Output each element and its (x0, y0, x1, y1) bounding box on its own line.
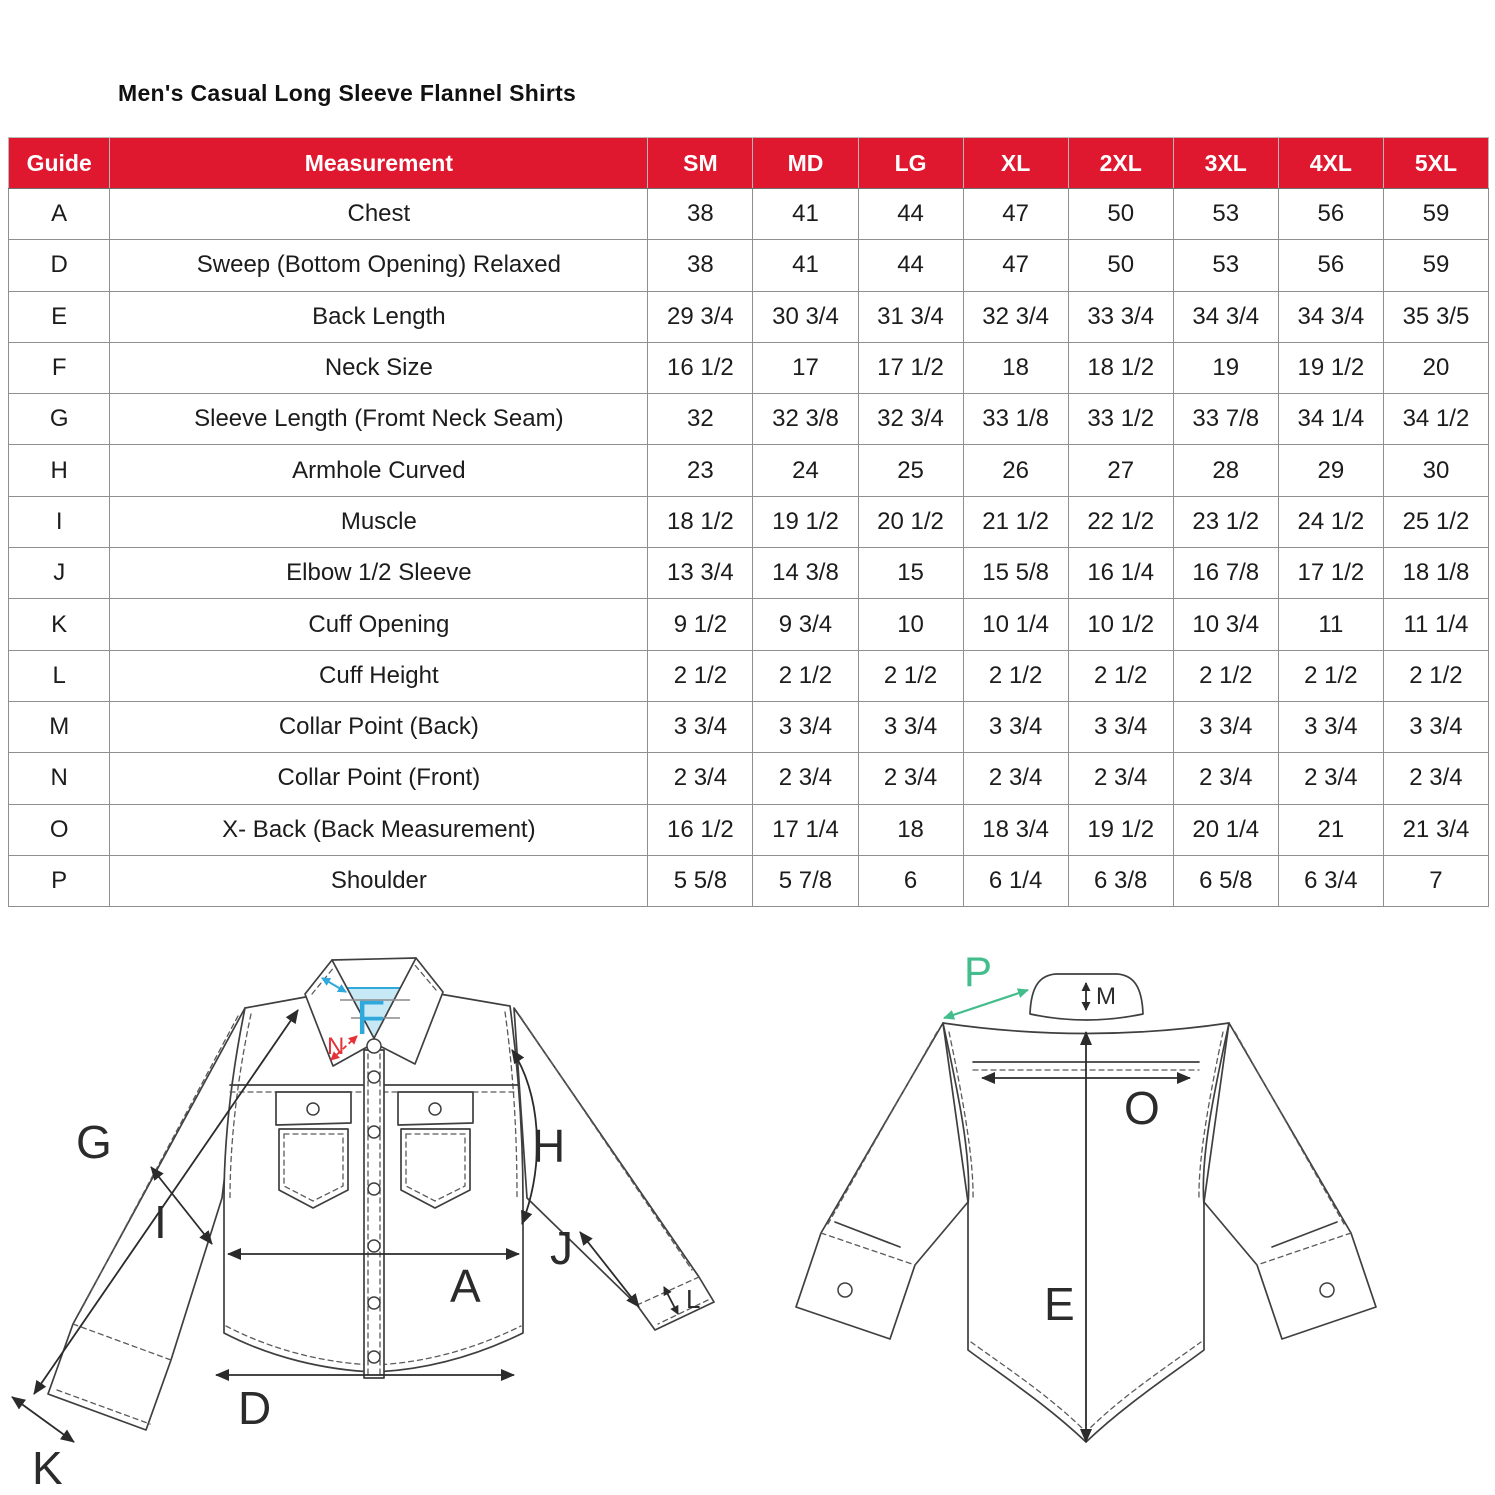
value-cell: 3 3/4 (648, 701, 753, 752)
table-row (9, 445, 1489, 496)
value-cell: 21 3/4 (1383, 804, 1488, 855)
measurement-cell: Shoulder (110, 855, 648, 906)
value-cell: 3 3/4 (1383, 701, 1488, 752)
left-pocket-button (307, 1103, 319, 1115)
value-cell: 18 (858, 804, 963, 855)
value-cell: 2 3/4 (858, 753, 963, 804)
measurement-cell: Muscle (110, 496, 648, 547)
label-e: E (1044, 1278, 1075, 1330)
value-cell: 32 (648, 394, 753, 445)
value-cell: 16 1/4 (1068, 548, 1173, 599)
value-cell: 38 (648, 240, 753, 291)
value-cell: 18 1/2 (1068, 342, 1173, 393)
value-cell: 11 (1278, 599, 1383, 650)
value-cell: 17 1/2 (858, 342, 963, 393)
label-g: G (76, 1116, 112, 1168)
value-cell: 20 1/2 (858, 496, 963, 547)
label-n: N (327, 1033, 345, 1060)
value-cell: 6 3/4 (1278, 855, 1383, 906)
measurement-cell: Elbow 1/2 Sleeve (110, 548, 648, 599)
value-cell: 59 (1383, 189, 1488, 240)
value-cell: 47 (963, 189, 1068, 240)
table-row (9, 599, 1489, 650)
value-cell: 6 3/8 (1068, 855, 1173, 906)
label-k: K (32, 1442, 63, 1494)
guide-cell: D (9, 240, 110, 291)
value-cell: 5 5/8 (648, 855, 753, 906)
header-lg: LG (858, 138, 963, 189)
value-cell: 33 7/8 (1173, 394, 1278, 445)
value-cell: 20 (1383, 342, 1488, 393)
size-table-body (9, 189, 1489, 907)
value-cell: 31 3/4 (858, 291, 963, 342)
measurement-cell: Collar Point (Back) (110, 701, 648, 752)
header-5xl: 5XL (1383, 138, 1488, 189)
value-cell: 6 5/8 (1173, 855, 1278, 906)
value-cell: 56 (1278, 240, 1383, 291)
header-guide: Guide (9, 138, 110, 189)
header-sm: SM (648, 138, 753, 189)
value-cell: 26 (963, 445, 1068, 496)
value-cell: 2 1/2 (1068, 650, 1173, 701)
label-i: I (154, 1196, 167, 1248)
label-a: A (450, 1260, 481, 1312)
value-cell: 35 3/5 (1383, 291, 1488, 342)
guide-cell: J (9, 548, 110, 599)
value-cell: 15 5/8 (963, 548, 1068, 599)
value-cell: 15 (858, 548, 963, 599)
right-pocket-button (429, 1103, 441, 1115)
value-cell: 13 3/4 (648, 548, 753, 599)
value-cell: 2 1/2 (1173, 650, 1278, 701)
value-cell: 5 7/8 (753, 855, 858, 906)
header-2xl: 2XL (1068, 138, 1173, 189)
table-row (9, 650, 1489, 701)
value-cell: 10 (858, 599, 963, 650)
value-cell: 19 1/2 (1068, 804, 1173, 855)
back-right-cuff-button (1320, 1283, 1334, 1297)
value-cell: 59 (1383, 240, 1488, 291)
value-cell: 19 1/2 (1278, 342, 1383, 393)
table-row (9, 701, 1489, 752)
value-cell: 25 1/2 (1383, 496, 1488, 547)
measurement-cell: Sweep (Bottom Opening) Relaxed (110, 240, 648, 291)
table-row (9, 189, 1489, 240)
value-cell: 29 3/4 (648, 291, 753, 342)
table-row (9, 496, 1489, 547)
guide-cell: E (9, 291, 110, 342)
label-l: L (686, 1284, 701, 1314)
right-pocket-body (401, 1129, 470, 1208)
front-left-sleeve (48, 1008, 245, 1430)
value-cell: 20 1/4 (1173, 804, 1278, 855)
value-cell: 10 1/2 (1068, 599, 1173, 650)
placket-button (368, 1071, 380, 1083)
value-cell: 11 1/4 (1383, 599, 1488, 650)
value-cell: 2 3/4 (963, 753, 1068, 804)
value-cell: 7 (1383, 855, 1488, 906)
value-cell: 30 3/4 (753, 291, 858, 342)
value-cell: 2 1/2 (858, 650, 963, 701)
front-shirt-diagram (2, 942, 742, 1495)
value-cell: 2 3/4 (753, 753, 858, 804)
value-cell: 23 (648, 445, 753, 496)
value-cell: 38 (648, 189, 753, 240)
table-row (9, 804, 1489, 855)
value-cell: 3 3/4 (963, 701, 1068, 752)
value-cell: 16 1/2 (648, 342, 753, 393)
value-cell: 24 1/2 (1278, 496, 1383, 547)
guide-cell: A (9, 189, 110, 240)
value-cell: 6 1/4 (963, 855, 1068, 906)
page-title: Men's Casual Long Sleeve Flannel Shirts (118, 80, 577, 106)
value-cell: 56 (1278, 189, 1383, 240)
measurement-cell: Collar Point (Front) (110, 753, 648, 804)
value-cell: 14 3/8 (753, 548, 858, 599)
value-cell: 34 3/4 (1278, 291, 1383, 342)
value-cell: 2 3/4 (648, 753, 753, 804)
table-row (9, 342, 1489, 393)
table-row (9, 548, 1489, 599)
placket-button (368, 1183, 380, 1195)
label-h: H (532, 1120, 566, 1172)
value-cell: 23 1/2 (1173, 496, 1278, 547)
value-cell: 41 (753, 189, 858, 240)
measurement-cell: Neck Size (110, 342, 648, 393)
label-o: O (1124, 1082, 1160, 1134)
value-cell: 2 3/4 (1068, 753, 1173, 804)
guide-cell: K (9, 599, 110, 650)
guide-cell: F (9, 342, 110, 393)
value-cell: 16 1/2 (648, 804, 753, 855)
table-row (9, 855, 1489, 906)
guide-cell: M (9, 701, 110, 752)
guide-cell: P (9, 855, 110, 906)
value-cell: 3 3/4 (858, 701, 963, 752)
value-cell: 9 3/4 (753, 599, 858, 650)
value-cell: 3 3/4 (1068, 701, 1173, 752)
value-cell: 18 3/4 (963, 804, 1068, 855)
value-cell: 29 (1278, 445, 1383, 496)
value-cell: 18 1/8 (1383, 548, 1488, 599)
value-cell: 34 1/2 (1383, 394, 1488, 445)
header-measurement: Measurement (110, 138, 648, 189)
value-cell: 24 (753, 445, 858, 496)
value-cell: 18 1/2 (648, 496, 753, 547)
value-cell: 33 1/8 (963, 394, 1068, 445)
header-3xl: 3XL (1173, 138, 1278, 189)
guide-cell: I (9, 496, 110, 547)
measurement-cell: Chest (110, 189, 648, 240)
value-cell: 16 7/8 (1173, 548, 1278, 599)
label-j: J (550, 1222, 573, 1274)
guide-cell: L (9, 650, 110, 701)
back-left-sleeve (796, 1023, 968, 1339)
placket-strip (364, 1050, 384, 1378)
placket-button (368, 1351, 380, 1363)
value-cell: 2 1/2 (1278, 650, 1383, 701)
value-cell: 2 3/4 (1383, 753, 1488, 804)
back-left-cuff-button (838, 1283, 852, 1297)
value-cell: 34 3/4 (1173, 291, 1278, 342)
placket-button (368, 1240, 380, 1252)
placket-button (368, 1126, 380, 1138)
value-cell: 2 1/2 (1383, 650, 1488, 701)
value-cell: 41 (753, 240, 858, 291)
header-md: MD (753, 138, 858, 189)
placket-button (368, 1297, 380, 1309)
value-cell: 17 1/4 (753, 804, 858, 855)
value-cell: 53 (1173, 189, 1278, 240)
value-cell: 47 (963, 240, 1068, 291)
value-cell: 22 1/2 (1068, 496, 1173, 547)
value-cell: 34 1/4 (1278, 394, 1383, 445)
size-chart-table (8, 137, 1489, 907)
value-cell: 28 (1173, 445, 1278, 496)
table-row (9, 291, 1489, 342)
measurement-cell: Back Length (110, 291, 648, 342)
label-m: M (1096, 983, 1116, 1010)
value-cell: 2 1/2 (648, 650, 753, 701)
measurement-cell: Cuff Opening (110, 599, 648, 650)
back-right-sleeve (1204, 1023, 1376, 1339)
table-row (9, 394, 1489, 445)
value-cell: 3 3/4 (1173, 701, 1278, 752)
guide-cell: H (9, 445, 110, 496)
value-cell: 21 1/2 (963, 496, 1068, 547)
table-row (9, 753, 1489, 804)
guide-cell: O (9, 804, 110, 855)
value-cell: 19 (1173, 342, 1278, 393)
value-cell: 21 (1278, 804, 1383, 855)
measurement-cell: Sleeve Length (Fromt Neck Seam) (110, 394, 648, 445)
value-cell: 33 3/4 (1068, 291, 1173, 342)
measurement-cell: X- Back (Back Measurement) (110, 804, 648, 855)
value-cell: 17 (753, 342, 858, 393)
collar-top-edge (332, 958, 416, 960)
value-cell: 17 1/2 (1278, 548, 1383, 599)
value-cell: 53 (1173, 240, 1278, 291)
back-collar (1030, 974, 1143, 1020)
header-xl: XL (963, 138, 1068, 189)
value-cell: 10 1/4 (963, 599, 1068, 650)
measurement-cell: Armhole Curved (110, 445, 648, 496)
table-row (9, 240, 1489, 291)
value-cell: 50 (1068, 189, 1173, 240)
guide-cell: N (9, 753, 110, 804)
value-cell: 32 3/4 (963, 291, 1068, 342)
value-cell: 2 1/2 (753, 650, 858, 701)
value-cell: 9 1/2 (648, 599, 753, 650)
back-shirt-diagram (740, 942, 1495, 1495)
value-cell: 19 1/2 (753, 496, 858, 547)
measurement-cell: Cuff Height (110, 650, 648, 701)
label-d: D (238, 1382, 272, 1434)
value-cell: 27 (1068, 445, 1173, 496)
value-cell: 44 (858, 189, 963, 240)
label-p: P (964, 948, 993, 995)
value-cell: 2 3/4 (1278, 753, 1383, 804)
guide-cell: G (9, 394, 110, 445)
value-cell: 50 (1068, 240, 1173, 291)
label-f: F (356, 992, 386, 1045)
left-pocket-body (279, 1129, 348, 1208)
table-header-row (9, 138, 1489, 189)
value-cell: 3 3/4 (1278, 701, 1383, 752)
value-cell: 30 (1383, 445, 1488, 496)
value-cell: 18 (963, 342, 1068, 393)
front-placket (364, 1050, 384, 1378)
value-cell: 25 (858, 445, 963, 496)
header-4xl: 4XL (1278, 138, 1383, 189)
value-cell: 32 3/4 (858, 394, 963, 445)
value-cell: 32 3/8 (753, 394, 858, 445)
value-cell: 2 1/2 (963, 650, 1068, 701)
cuff-opening-arrow-k (12, 1397, 74, 1442)
value-cell: 33 1/2 (1068, 394, 1173, 445)
value-cell: 6 (858, 855, 963, 906)
value-cell: 3 3/4 (753, 701, 858, 752)
value-cell: 2 3/4 (1173, 753, 1278, 804)
value-cell: 10 3/4 (1173, 599, 1278, 650)
value-cell: 44 (858, 240, 963, 291)
